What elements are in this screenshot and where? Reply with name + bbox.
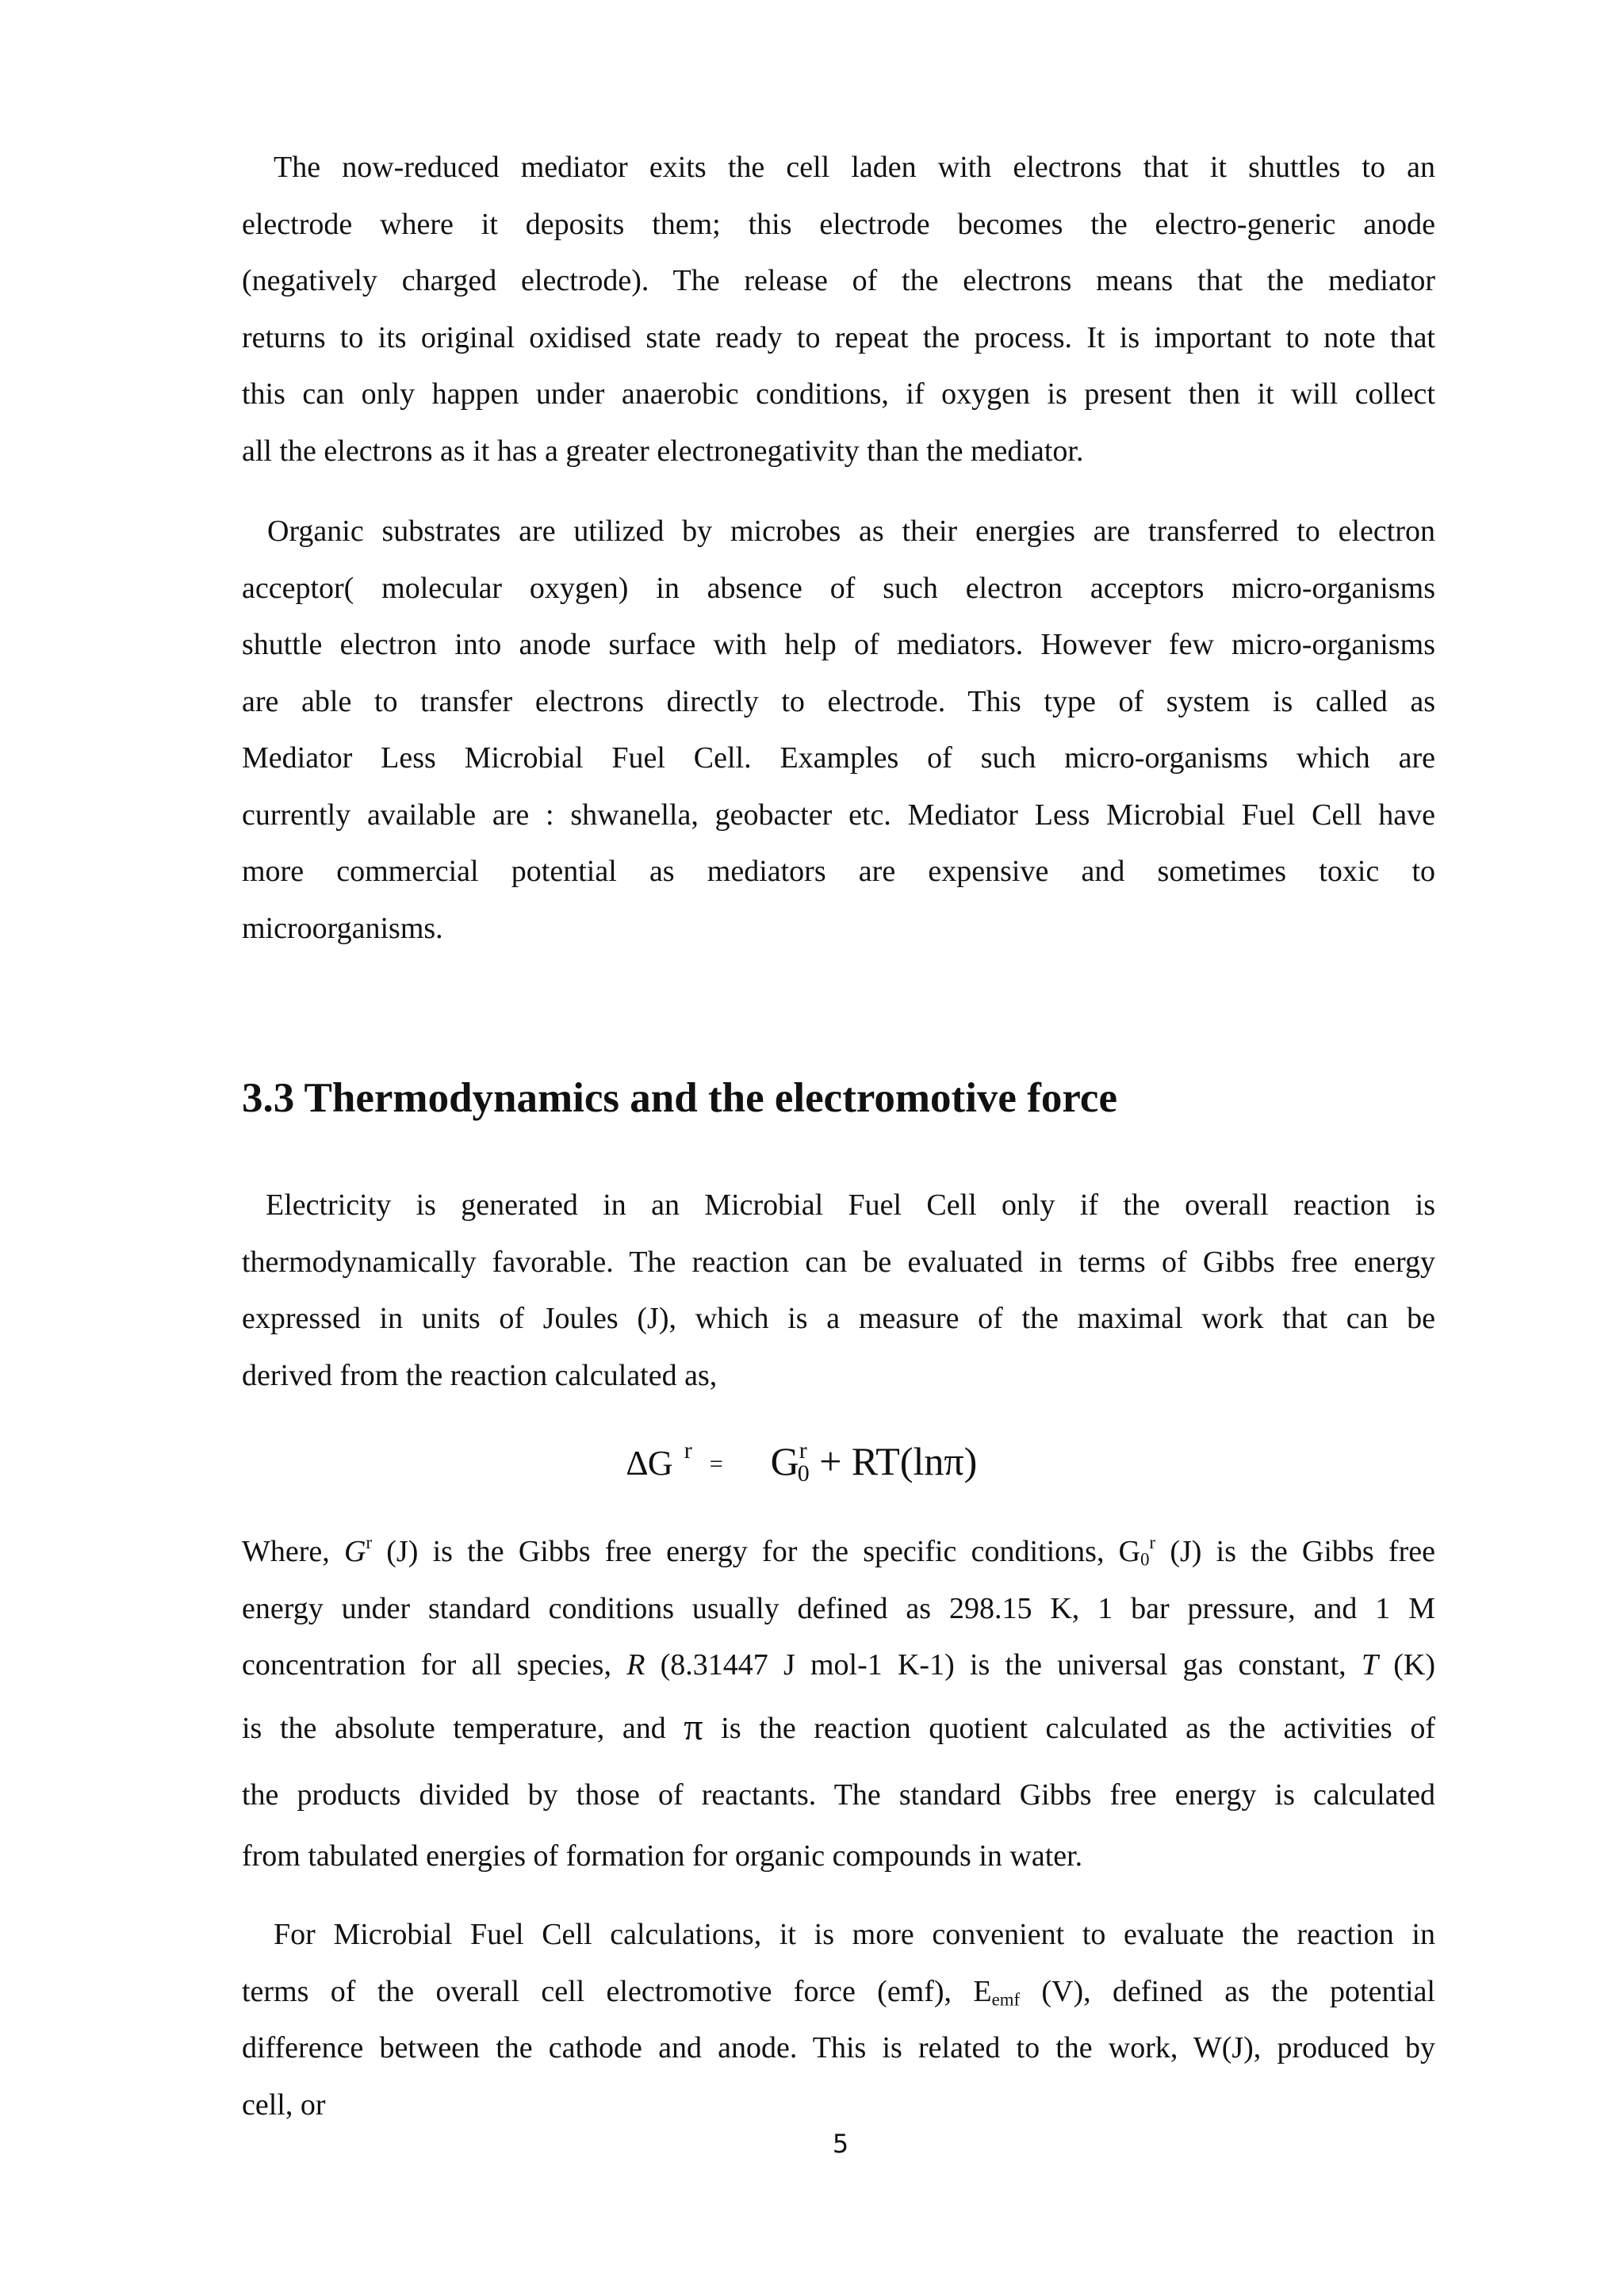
text-line: are able to transfer electrons directly to electrode. This type of system is called as	[242, 684, 1435, 718]
text-line	[242, 1524, 1435, 1581]
page-number: 5	[832, 2129, 849, 2159]
section-heading: 3.3 Thermodynamics and the electromotive force	[242, 1075, 1117, 1121]
text-line: acceptor( molecular oxygen) in absence of such electron acceptors micro-organisms	[242, 571, 1435, 605]
paragraph-mediator	[242, 140, 1435, 480]
text-line: expressed in units of Joules (J), which is a measure of the maximal work that can be	[242, 1302, 1435, 1335]
text-line: more commercial potential as mediators are expensive and sometimes toxic to	[242, 855, 1435, 888]
text-line: energy under standard conditions usually defined as 298.15 K, 1 bar pressure, and 1 M	[242, 1591, 1435, 1625]
symbol-t: T	[1361, 1648, 1379, 1682]
equation-lhs: ∆G	[626, 1444, 673, 1483]
paragraph-electricity	[242, 1177, 1435, 1404]
text-line: derived from the reaction calculated as,	[242, 1358, 718, 1392]
text-span: (J) is the Gibbs free energy for the specific conditions, G	[372, 1535, 1141, 1568]
paragraph-organic-substrates	[242, 503, 1435, 957]
symbol-pi: π	[684, 1705, 703, 1748]
text-line: The now-reduced mediator exits the cell laden with electrons that it shuttles to an	[274, 151, 1435, 184]
text-span: concentration for all species,	[242, 1648, 627, 1682]
equation-lhs-superscript: r	[684, 1437, 692, 1464]
text-line: Mediator Less Microbial Fuel Cell. Examples of such micro-organisms which are	[242, 741, 1435, 775]
text-line: difference between the cathode and anode. This is related to the work, W(J), produced by	[242, 2031, 1435, 2064]
text-line: microorganisms.	[242, 911, 443, 945]
text-line: (negatively charged electrode). The release of the electrons means that the mediator	[242, 264, 1435, 297]
equation-g-subscript: 0	[797, 1460, 810, 1487]
paragraph-where	[242, 1524, 1435, 1885]
text-line: Organic substrates are utilized by microbes as their energies are transferred to electron	[267, 515, 1435, 548]
paragraph-emf	[242, 1907, 1435, 2133]
text-line: returns to its original oxidised state ready to repeat the process. It is important to note that	[242, 320, 1435, 354]
text-span: terms of the overall cell electromotive force (emf), E	[242, 1974, 992, 2008]
text-line: Electricity is generated in an Microbial Fuel Cell only if the overall reaction is	[266, 1188, 1435, 1222]
symbol-g0-superscript: r	[1149, 1533, 1156, 1553]
text-span: (8.31447 J mol-1 K-1) is the universal gas constant,	[645, 1648, 1362, 1682]
text-line	[242, 1637, 1435, 1694]
text-span: is the absolute temperature, and	[242, 1711, 684, 1745]
text-line: from tabulated energies of formation for organic compounds in water.	[242, 1839, 1083, 1873]
text-span: Where,	[242, 1535, 344, 1568]
text-line: all the electrons as it has a greater electronegativity than the mediator.	[242, 434, 1084, 468]
symbol-g: G	[343, 1535, 366, 1568]
symbol-r: R	[626, 1648, 645, 1682]
text-line: electrode where it deposits them; this electrode becomes the electro-generic anode	[242, 207, 1435, 241]
text-line	[242, 1964, 1435, 2021]
equation-g-superscript: r	[799, 1437, 807, 1464]
text-line: thermodynamically favorable. The reaction can be evaluated in terms of Gibbs free energy	[242, 1245, 1435, 1279]
equation-equals: =	[709, 1451, 723, 1477]
text-span: (J) is the Gibbs free	[1155, 1535, 1435, 1568]
text-span: (K)	[1378, 1648, 1435, 1682]
gibbs-equation	[626, 1433, 977, 1492]
text-span: (V), defined as the potential	[1020, 1974, 1435, 2008]
text-line: cell, or	[242, 2087, 326, 2122]
text-line	[242, 1694, 1435, 1762]
text-line: currently available are : shwanella, geobacter etc. Mediator Less Microbial Fuel Cell have	[242, 798, 1435, 832]
text-line: this can only happen under anaerobic conditions, if oxygen is present then it will collect	[242, 377, 1435, 411]
text-span: is the reaction quotient calculated as the activities of	[703, 1711, 1435, 1745]
equation-rhs: + RT(lnπ)	[809, 1439, 978, 1483]
text-line: For Microbial Fuel Cell calculations, it is more convenient to evaluate the reaction in	[274, 1918, 1435, 1951]
equation-g: G	[770, 1439, 799, 1483]
symbol-emf-subscript: emf	[991, 1989, 1021, 2010]
symbol-g-superscript: r	[366, 1533, 373, 1553]
symbol-g0-subscript: 0	[1140, 1549, 1150, 1570]
text-line: the products divided by those of reactants. The standard Gibbs free energy is calculated	[242, 1777, 1435, 1812]
text-line: shuttle electron into anode surface with help of mediators. However few micro-organisms	[242, 628, 1435, 661]
